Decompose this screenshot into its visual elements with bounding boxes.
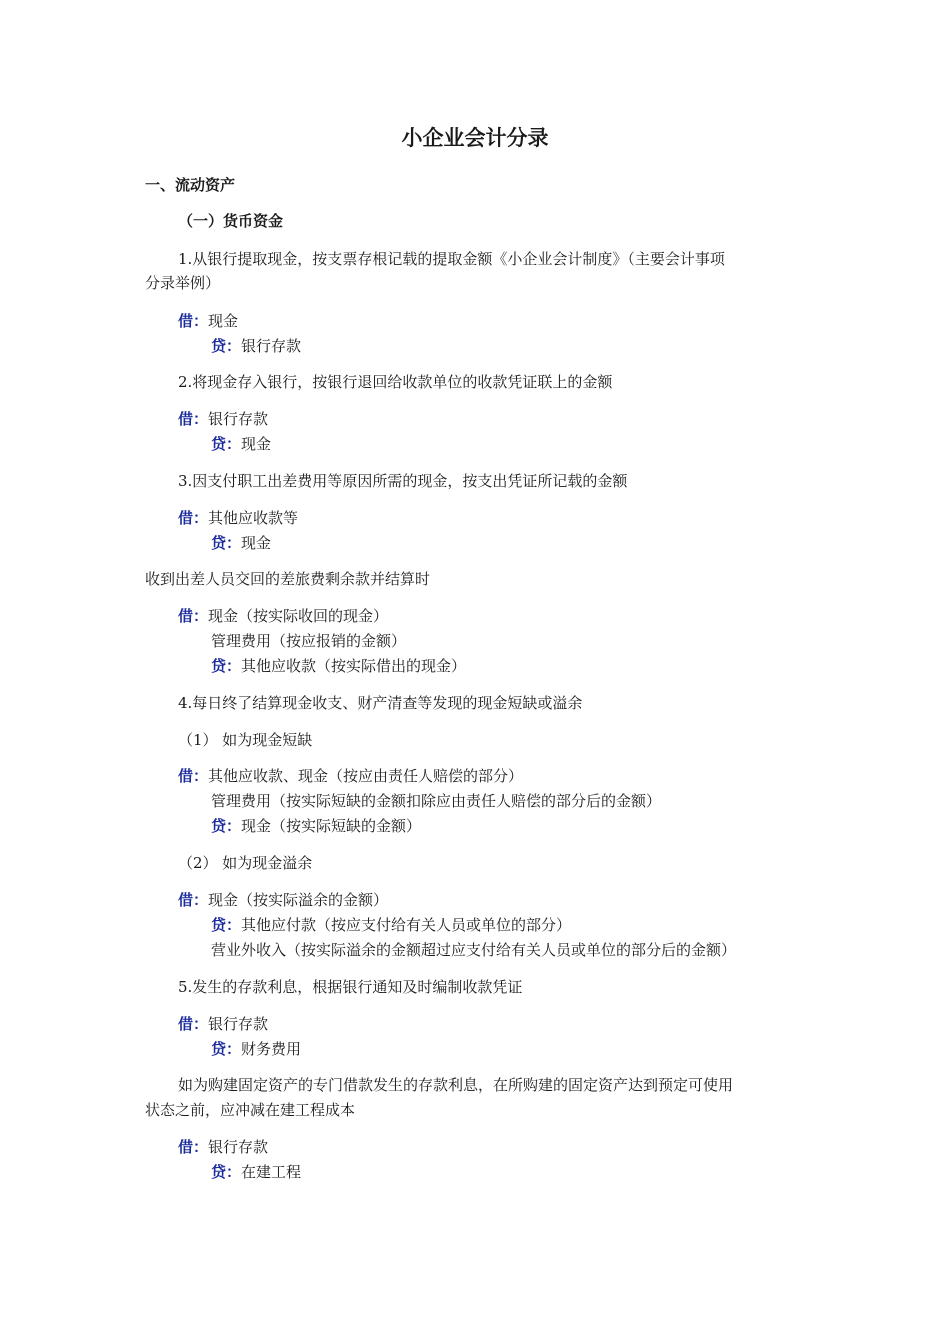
debit-entry bbox=[178, 1013, 268, 1035]
account-name: 其他应收款等 bbox=[208, 509, 299, 527]
debit-entry bbox=[178, 765, 523, 787]
debit-marker: 借： bbox=[178, 509, 209, 527]
account-name: 现金 bbox=[241, 435, 272, 453]
section-heading: 一、流动资产 bbox=[145, 176, 236, 194]
credit-entry bbox=[211, 815, 421, 837]
debit-marker: 借： bbox=[178, 312, 209, 330]
credit-marker: 贷： bbox=[211, 916, 242, 934]
credit-marker: 贷： bbox=[211, 534, 242, 552]
page-title: 小企业会计分录 bbox=[401, 126, 549, 150]
account-name: 银行存款 bbox=[208, 1138, 269, 1156]
credit-marker: 贷： bbox=[211, 337, 242, 355]
subsection-heading: （一）货币资金 bbox=[178, 212, 284, 230]
credit-entry-continued: 营业外收入（按实际溢余的金额超过应支付给有关人员或单位的部分后的金额） bbox=[211, 941, 737, 959]
debit-entry bbox=[178, 889, 388, 911]
account-name: 其他应付款（按应支付给有关人员或单位的部分） bbox=[241, 916, 572, 934]
paragraph: 分录举例） bbox=[145, 274, 221, 292]
credit-entry bbox=[211, 433, 271, 455]
paragraph: 1.从银行提取现金，按支票存根记载的提取金额《小企业会计制度》（主要会计事项 bbox=[178, 250, 725, 268]
account-name: 在建工程 bbox=[241, 1163, 302, 1181]
paragraph: （2） 如为现金溢余 bbox=[178, 854, 313, 872]
debit-entry bbox=[178, 507, 298, 529]
account-name: 现金 bbox=[208, 312, 239, 330]
credit-marker: 贷： bbox=[211, 817, 242, 835]
paragraph: 2.将现金存入银行，按银行退回给收款单位的收款凭证联上的金额 bbox=[178, 373, 613, 391]
credit-marker: 贷： bbox=[211, 1163, 242, 1181]
debit-marker: 借： bbox=[178, 1138, 209, 1156]
paragraph: 收到出差人员交回的差旅费剩余款并结算时 bbox=[145, 570, 431, 588]
debit-marker: 借： bbox=[178, 410, 209, 428]
account-name: 其他应收款（按实际借出的现金） bbox=[241, 657, 467, 675]
credit-marker: 贷： bbox=[211, 1040, 242, 1058]
paragraph: 4.每日终了结算现金收支、财产清查等发现的现金短缺或溢余 bbox=[178, 694, 583, 712]
credit-marker: 贷： bbox=[211, 657, 242, 675]
credit-entry bbox=[211, 1161, 301, 1183]
debit-entry bbox=[178, 408, 268, 430]
debit-marker: 借： bbox=[178, 1015, 209, 1033]
debit-entry bbox=[178, 1136, 268, 1158]
paragraph: 5.发生的存款利息，根据银行通知及时编制收款凭证 bbox=[178, 978, 523, 996]
account-name: 银行存款 bbox=[241, 337, 302, 355]
debit-entry-continued: 管理费用（按实际短缺的金额扣除应由责任人赔偿的部分后的金额） bbox=[211, 792, 662, 810]
credit-entry bbox=[211, 532, 271, 554]
account-name: 现金（按实际短缺的金额） bbox=[241, 817, 422, 835]
paragraph: 如为购建固定资产的专门借款发生的存款利息，在所购建的固定资产达到预定可使用 bbox=[178, 1076, 734, 1094]
paragraph: 状态之前，应冲减在建工程成本 bbox=[145, 1101, 356, 1119]
credit-entry bbox=[211, 914, 571, 936]
account-name: 现金（按实际收回的现金） bbox=[208, 607, 389, 625]
debit-entry bbox=[178, 310, 238, 332]
account-name: 现金 bbox=[241, 534, 272, 552]
credit-entry bbox=[211, 335, 301, 357]
credit-marker: 贷： bbox=[211, 435, 242, 453]
debit-marker: 借： bbox=[178, 891, 209, 909]
account-name: 银行存款 bbox=[208, 410, 269, 428]
debit-marker: 借： bbox=[178, 767, 209, 785]
credit-entry bbox=[211, 1038, 301, 1060]
account-name: 现金（按实际溢余的金额） bbox=[208, 891, 389, 909]
debit-marker: 借： bbox=[178, 607, 209, 625]
debit-entry bbox=[178, 605, 388, 627]
account-name: 银行存款 bbox=[208, 1015, 269, 1033]
credit-entry bbox=[211, 655, 466, 677]
paragraph: （1） 如为现金短缺 bbox=[178, 731, 313, 749]
account-name: 财务费用 bbox=[241, 1040, 302, 1058]
paragraph: 3.因支付职工出差费用等原因所需的现金，按支出凭证所记载的金额 bbox=[178, 472, 628, 490]
debit-entry-continued: 管理费用（按应报销的金额） bbox=[211, 632, 407, 650]
account-name: 其他应收款、现金（按应由责任人赔偿的部分） bbox=[208, 767, 524, 785]
